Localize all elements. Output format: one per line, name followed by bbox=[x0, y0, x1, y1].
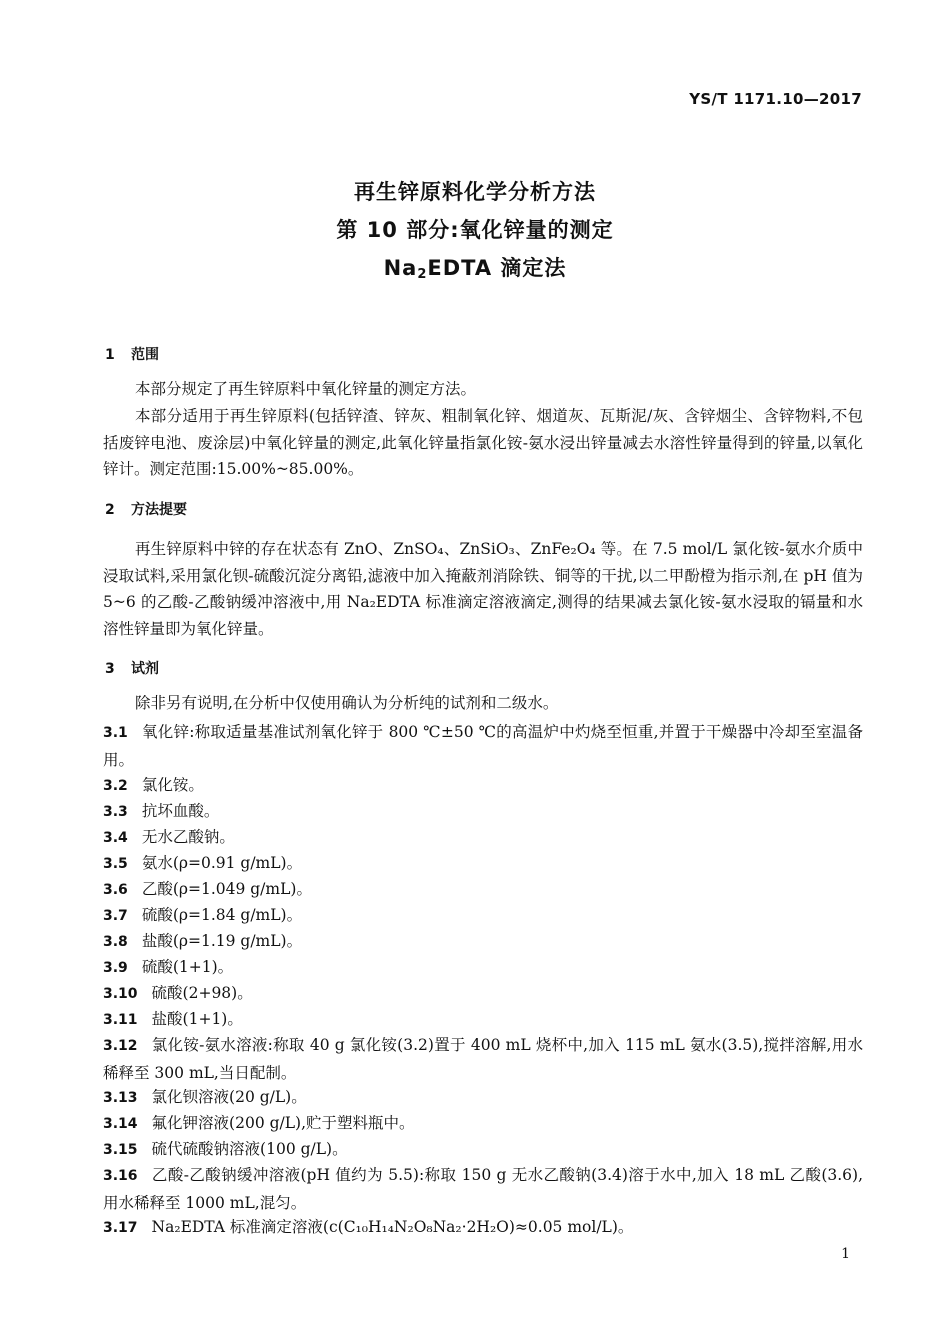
clause-3-13 bbox=[103, 1084, 863, 1112]
clause-text: 无水乙酸钠。 bbox=[141, 828, 235, 846]
clause-text: 乙酸(ρ=1.049 g/mL)。 bbox=[141, 880, 312, 898]
clause-3-2 bbox=[103, 772, 863, 800]
clause-number: 3.2 bbox=[103, 778, 128, 794]
clause-text: 硫代硫酸钠溶液(100 g/L)。 bbox=[151, 1140, 348, 1158]
clause-3-16 bbox=[103, 1162, 863, 1216]
clause-text: 氧化锌:称取适量基准试剂氧化锌于 800 ℃±50 ℃的高温炉中灼烧至恒重,并置于干燥器中冷却至室温备用。 bbox=[103, 723, 863, 769]
title-na: Na bbox=[383, 256, 418, 280]
section-2-para-1: 再生锌原料中锌的存在状态有 ZnO、ZnSO₄、ZnSiO₃、ZnFe₂O₄ 等。在 7.5 mol/L 氯化铵-氨水介质中浸取试料,采用氯化钡-硫酸沉淀分离铅,滤液中加入掩蔽剂消除铁、铜等的干扰,以二甲酚橙为指示剂,在 pH 值为 5~6 的乙酸-乙酸钠缓冲溶液中,用 Na₂EDTA 标准滴定溶液滴定,测得的结果减去氯化铵-氨水浸取的镉量和水溶性锌量即为氧化锌量。 bbox=[103, 540, 863, 638]
clause-3-9 bbox=[103, 954, 863, 982]
clause-3-8 bbox=[103, 928, 863, 956]
clause-3-3 bbox=[103, 798, 863, 826]
section-number: 2 bbox=[105, 502, 115, 518]
page-number: 1 bbox=[841, 1246, 850, 1262]
clause-text: Na₂EDTA 标准滴定溶液(c(C₁₀H₁₄N₂O₈Na₂·2H₂O)≈0.05 mol/L)。 bbox=[151, 1218, 634, 1236]
clause-text: 硫酸(2+98)。 bbox=[151, 984, 253, 1002]
section-number: 1 bbox=[105, 347, 115, 363]
clause-number: 3.12 bbox=[103, 1038, 138, 1054]
section-1-heading bbox=[105, 344, 159, 364]
clause-3-15 bbox=[103, 1136, 863, 1164]
clause-text: 氟化钾溶液(200 g/L),贮于塑料瓶中。 bbox=[151, 1114, 415, 1132]
clause-number: 3.15 bbox=[103, 1142, 138, 1158]
title-subscript: 2 bbox=[417, 267, 428, 282]
clause-text: 硫酸(ρ=1.84 g/mL)。 bbox=[141, 906, 303, 924]
clause-3-11 bbox=[103, 1006, 863, 1034]
clause-number: 3.13 bbox=[103, 1090, 138, 1106]
clause-number: 3.3 bbox=[103, 804, 128, 820]
section-3-heading bbox=[105, 658, 159, 678]
section-1-para-2: 本部分适用于再生锌原料(包括锌渣、锌灰、粗制氧化锌、烟道灰、瓦斯泥/灰、含锌烟尘、含锌物料,不包括废锌电池、废涂层)中氧化锌量的测定,此氧化锌量指氯化铵-氨水浸出锌量减去水溶性锌量得到的锌量,以氧化锌计。测定范围:15.00%~85.00%。 bbox=[103, 407, 863, 478]
clause-text: 硫酸(1+1)。 bbox=[141, 958, 234, 976]
clause-text: 氨水(ρ=0.91 g/mL)。 bbox=[141, 854, 303, 872]
clause-text: 乙酸-乙酸钠缓冲溶液(pH 值约为 5.5):称取 150 g 无水乙酸钠(3.4)溶于水中,加入 18 mL 乙酸(3.6),用水稀释至 1000 mL,混匀。 bbox=[103, 1166, 863, 1212]
doc-title-line1: 再生锌原料化学分析方法 bbox=[354, 180, 596, 204]
section-title: 试剂 bbox=[131, 661, 159, 677]
clause-number: 3.8 bbox=[103, 934, 128, 950]
clause-number: 3.10 bbox=[103, 986, 138, 1002]
clause-number: 3.17 bbox=[103, 1220, 138, 1236]
clause-number: 3.5 bbox=[103, 856, 128, 872]
clause-3-4 bbox=[103, 824, 863, 852]
clause-text: 氯化铵。 bbox=[141, 776, 204, 794]
clause-text: 盐酸(ρ=1.19 g/mL)。 bbox=[141, 932, 303, 950]
clause-3-5 bbox=[103, 850, 863, 878]
clause-3-17 bbox=[103, 1214, 863, 1242]
section-2-heading bbox=[105, 499, 187, 519]
clause-3-7 bbox=[103, 902, 863, 930]
clause-number: 3.14 bbox=[103, 1116, 138, 1132]
clause-3-1 bbox=[103, 719, 863, 773]
clause-number: 3.1 bbox=[103, 725, 128, 741]
doc-title-line3 bbox=[0, 252, 950, 282]
clause-text: 氯化钡溶液(20 g/L)。 bbox=[151, 1088, 307, 1106]
section-title: 方法提要 bbox=[131, 502, 187, 518]
clause-number: 3.6 bbox=[103, 882, 128, 898]
clause-text: 盐酸(1+1)。 bbox=[151, 1010, 243, 1028]
clause-3-10 bbox=[103, 980, 863, 1008]
clause-number: 3.16 bbox=[103, 1168, 138, 1184]
standard-code: YS/T 1171.10—2017 bbox=[689, 90, 862, 108]
title-method: EDTA 滴定法 bbox=[427, 256, 567, 280]
clause-3-14 bbox=[103, 1110, 863, 1138]
clause-3-6 bbox=[103, 876, 863, 904]
clause-text: 抗坏血酸。 bbox=[141, 802, 220, 820]
section-title: 范围 bbox=[131, 347, 159, 363]
clause-3-12 bbox=[103, 1032, 863, 1086]
section-1-para-1: 本部分规定了再生锌原料中氧化锌量的测定方法。 bbox=[135, 380, 477, 398]
clause-text: 氯化铵-氨水溶液:称取 40 g 氯化铵(3.2)置于 400 mL 烧杯中,加入 115 mL 氨水(3.5),搅拌溶解,用水稀释至 300 mL,当日配制。 bbox=[103, 1036, 863, 1082]
clause-number: 3.7 bbox=[103, 908, 128, 924]
doc-title-line2: 第 10 部分:氧化锌量的测定 bbox=[336, 218, 614, 242]
section-3-intro: 除非另有说明,在分析中仅使用确认为分析纯的试剂和二级水。 bbox=[135, 694, 559, 712]
clause-number: 3.9 bbox=[103, 960, 128, 976]
clause-number: 3.11 bbox=[103, 1012, 138, 1028]
clause-number: 3.4 bbox=[103, 830, 128, 846]
section-number: 3 bbox=[105, 661, 115, 677]
